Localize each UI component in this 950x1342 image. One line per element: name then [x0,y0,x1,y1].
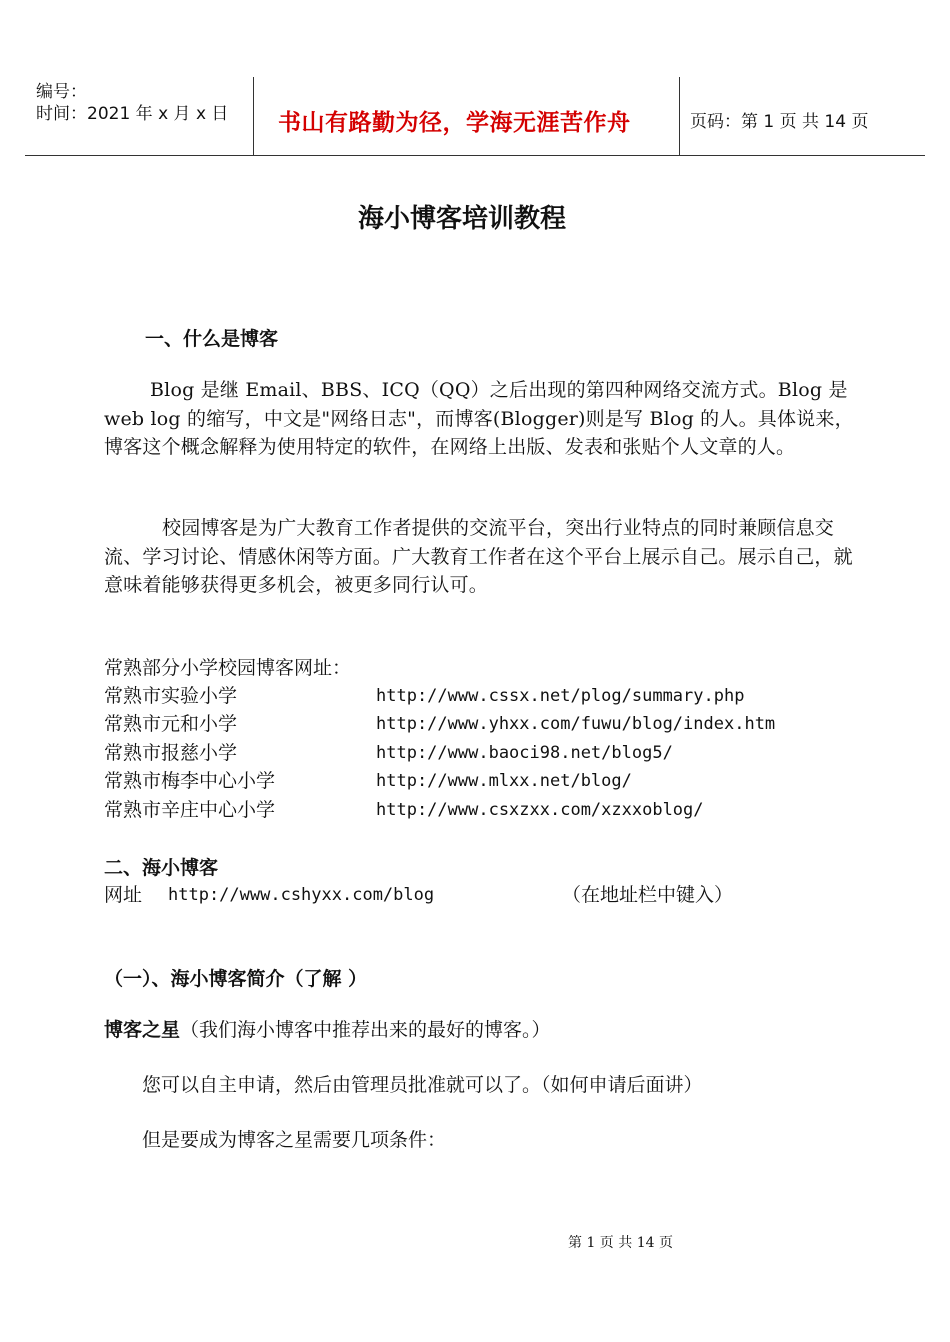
blog-star-term: 博客之星 [104,1019,181,1041]
section1-paragraph1: Blog 是继 Email、BBS、ICQ（QQ）之后出现的第四种网络交流方式。Blog 是 web log 的缩写，中文是"网络日志"，而博客(Blogger)则是写 Blog 的人。具体说来， 博客这个概念解释为使用特定的软件，在网络上出版、发表和张贴个人文章的人。 [104,379,854,458]
link-url[interactable]: http://www.baoci98.net/blog5/ [376,743,673,763]
section1-heading: 一、什么是博客 [145,328,279,350]
footer-page-number: 第 1 页 共 14 页 [568,1235,673,1251]
blog-star-description: （我们海小博客中推荐出来的最好的博客。） [180,1019,551,1041]
header-motto: 书山有路勤为径，学海无涯苦作舟 [278,110,631,136]
header-divider-left [253,77,254,155]
link-url[interactable]: http://www.mlxx.net/blog/ [376,771,632,791]
section2-heading: 二、海小博客 [104,857,219,879]
links-heading: 常熟部分小学校园博客网址： [104,657,352,679]
section1-paragraph2: 校园博客是为广大教育工作者提供的交流平台，突出行业特点的同时兼顾信息交流、学习讨论、情感休闲等方面。广大教育工作者在这个平台上展示自己。展示自己，就意味着能够获得更多机会，被更多同行认可。 [104,517,853,596]
subsection1-heading: （一）、海小博客简介（了解 ） [104,968,368,990]
header-page-code: 页码：第 1 页 共 14 页 [690,112,869,132]
link-url[interactable]: http://www.yhxx.com/fuwu/blog/index.htm [376,714,776,734]
link-school-name: 常熟市实验小学 [104,685,238,707]
document-title: 海小博客培训教程 [358,204,567,234]
link-url[interactable]: http://www.cssx.net/plog/summary.php [376,686,745,706]
header-time-label: 时间：2021 年 x 月 x 日 [36,104,229,124]
header-divider-right [679,77,680,155]
link-url[interactable]: http://www.csxzxx.com/xzxxoblog/ [376,800,704,820]
link-school-name: 常熟市元和小学 [104,713,238,735]
link-school-name: 常熟市报慈小学 [104,742,238,764]
apply-line: 您可以自主申请，然后由管理员批准就可以了。（如何申请后面讲） [142,1074,703,1096]
site-note: （在地址栏中键入） [562,884,734,906]
header-number-label: 编号： [36,82,87,102]
link-school-name: 常熟市辛庄中心小学 [104,799,276,821]
site-url[interactable]: http://www.cshyxx.com/blog [168,885,435,905]
site-label: 网址 [104,884,143,906]
blog-star-line [104,1016,551,1044]
link-school-name: 常熟市梅李中心小学 [104,770,276,792]
conditions-line: 但是要成为博客之星需要几项条件： [142,1129,447,1151]
